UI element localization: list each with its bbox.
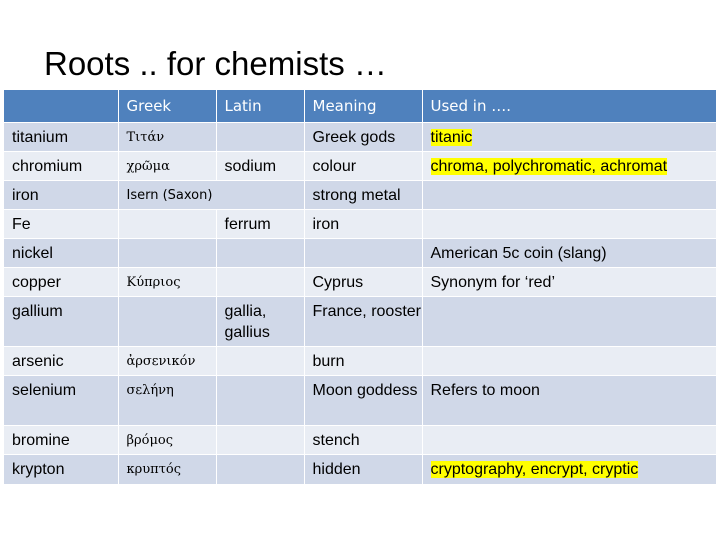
element-cell: titanium (4, 123, 118, 152)
table-row (4, 152, 716, 181)
latin-cell (216, 376, 304, 426)
greek-cell (118, 297, 216, 347)
table-row (4, 297, 716, 347)
meaning-cell: iron (304, 210, 422, 239)
header-greek: Greek (118, 90, 216, 123)
highlighted-text: chroma, polychromatic, achromat (430, 158, 668, 175)
meaning-cell: Cyprus (304, 268, 422, 297)
highlighted-text: titanic (430, 129, 473, 146)
meaning-cell (304, 239, 422, 268)
latin-cell (216, 123, 304, 152)
table-row (4, 268, 716, 297)
used-in-cell: American 5c coin (slang) (422, 239, 716, 268)
latin-cell (216, 455, 304, 484)
table-row (4, 376, 716, 426)
element-cell: copper (4, 268, 118, 297)
meaning-cell: strong metal (304, 181, 422, 210)
used-in-cell (422, 210, 716, 239)
used-in-cell: Refers to moon (422, 376, 716, 426)
meaning-cell: hidden (304, 455, 422, 484)
meaning-cell: Moon goddess (304, 376, 422, 426)
table-row (4, 239, 716, 268)
greek-cell: ἀρσενικόν (118, 347, 216, 376)
greek-cell: βρόμος (118, 426, 216, 455)
table-row (4, 181, 716, 210)
greek-cell (118, 210, 216, 239)
latin-cell (216, 268, 304, 297)
used-in-cell (422, 181, 716, 210)
latin-cell (216, 347, 304, 376)
greek-cell: Isern (Saxon) (118, 181, 304, 210)
table-row (4, 455, 716, 484)
latin-cell (216, 239, 304, 268)
element-cell: Fe (4, 210, 118, 239)
element-cell: chromium (4, 152, 118, 181)
header-meaning: Meaning (304, 90, 422, 123)
roots-table (4, 90, 716, 484)
meaning-cell: stench (304, 426, 422, 455)
used-in-cell (422, 455, 716, 484)
element-cell: gallium (4, 297, 118, 347)
meaning-cell: Greek gods (304, 123, 422, 152)
highlighted-text: cryptography, encrypt, cryptic (430, 461, 639, 478)
page-title: Roots .. for chemists … (44, 45, 387, 82)
used-in-cell (422, 297, 716, 347)
element-cell: krypton (4, 455, 118, 484)
element-cell: iron (4, 181, 118, 210)
element-cell: selenium (4, 376, 118, 426)
greek-cell: Τιτάν (118, 123, 216, 152)
meaning-cell: burn (304, 347, 422, 376)
table-row (4, 347, 716, 376)
header-row (4, 90, 716, 123)
greek-cell: κρυπτός (118, 455, 216, 484)
header-used-in: Used in …. (422, 90, 716, 123)
latin-cell: gallia, gallius (216, 297, 304, 347)
greek-cell: Κύπριος (118, 268, 216, 297)
table-row (4, 123, 716, 152)
greek-cell: σελήνη (118, 376, 216, 426)
used-in-cell (422, 426, 716, 455)
header-element (4, 90, 118, 123)
element-cell: bromine (4, 426, 118, 455)
used-in-cell (422, 123, 716, 152)
greek-cell: χρῶμα (118, 152, 216, 181)
table-row (4, 210, 716, 239)
greek-cell (118, 239, 216, 268)
used-in-cell (422, 347, 716, 376)
element-cell: nickel (4, 239, 118, 268)
table-row (4, 426, 716, 455)
used-in-cell: Synonym for ‘red’ (422, 268, 716, 297)
element-cell: arsenic (4, 347, 118, 376)
meaning-cell: colour (304, 152, 422, 181)
latin-cell: ferrum (216, 210, 304, 239)
header-latin: Latin (216, 90, 304, 123)
latin-cell (216, 426, 304, 455)
used-in-cell (422, 152, 716, 181)
latin-cell: sodium (216, 152, 304, 181)
meaning-cell: France, rooster (304, 297, 422, 347)
